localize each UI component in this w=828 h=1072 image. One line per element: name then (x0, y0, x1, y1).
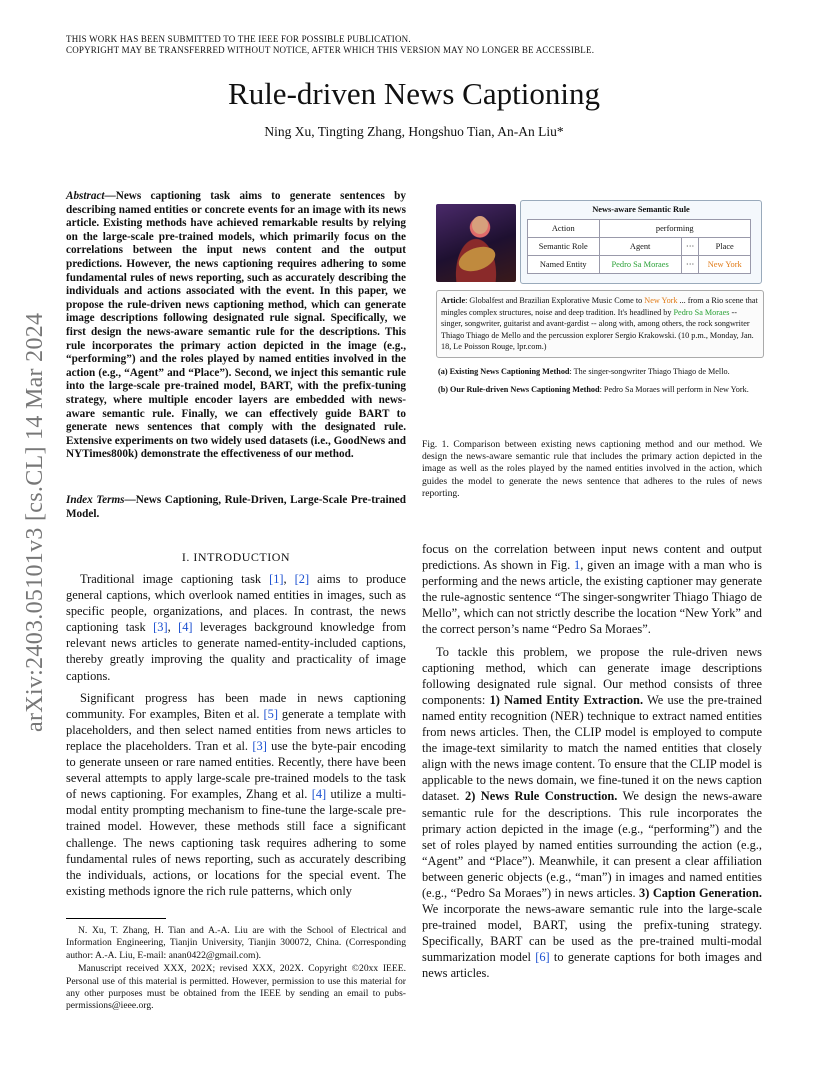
intro-column-2 (422, 541, 762, 988)
entity-ellipsis: ··· (681, 256, 699, 274)
photo-detail (455, 242, 498, 276)
text-run: leverages background knowledge from relevant news articles to generate named-entity-included captions, thereby greatly improving the quality and practicality of image captions. (66, 620, 406, 683)
text-run: We use the pre-trained named entity recognition (NER) technique to extract named entities from news articles. Then, the CLIP model is employed to compute the image-text similarity to match the named entities that closely align with the news image content. To ensure that the CLIP model is applicable to the news domain, we fine-tuned it on the news caption dataset. (422, 692, 762, 804)
article-place: New York (644, 296, 678, 305)
text-run: , (283, 572, 295, 586)
action-value: performing (599, 220, 751, 238)
text-run: : The singer-songwriter Thiago Thiago de Mello. (569, 367, 730, 376)
text-run: focus on the correlation between input news content and output predictions. As shown in Fig. (422, 542, 762, 573)
action-label: Action (528, 220, 600, 238)
citation-link[interactable]: [6] (535, 950, 550, 965)
component-heading: 2) News Rule Construction. (465, 789, 618, 804)
citation-link[interactable]: [2] (294, 572, 310, 586)
text-run: We design the news-aware semantic rule for the descriptions. This rule incorporates the primary action depicted in the image (e.g., “performing”) and the set of roles played by named entities surrounding the action (e.g., “Agent” and “Place”). Meanwhile, it can present a clear affiliation between generic objects (e.g., “man”) in images and named entities (e.g., “Pedro Sa Moraes”) in news articles. (422, 789, 762, 900)
index-terms-lead: Index Terms (66, 494, 125, 506)
figure-caption: Fig. 1. Comparison between existing news captioning method and our method. We design the news-aware semantic rule that includes the primary action depicted in the image as well as the roles played by the named entities involved in the action, which guides the model to generate the news sentence that adheres to the rules of news reporting. (422, 439, 762, 499)
role-place: Place (699, 238, 751, 256)
component-heading: 3) Caption Generation. (639, 885, 762, 900)
entity-label: Named Entity (528, 256, 600, 274)
rule-title: News-aware Semantic Rule (592, 205, 690, 214)
entity-agent: Pedro Sa Moraes (599, 256, 681, 274)
citation-link[interactable]: [3] (252, 738, 267, 753)
article-lead: Article (441, 296, 466, 305)
table-row (528, 220, 751, 238)
table-row (528, 238, 751, 256)
abstract (66, 190, 406, 462)
paragraph (66, 571, 406, 684)
role-label: Semantic Role (528, 238, 600, 256)
footnote-copyright: Manuscript received XXX, 202X; revised XXX, 202X. Copyright ©20xx IEEE. Personal use of this material is permitted. However, permission to use this material for any other purposes must be obtained from the IEEE by sending an email to pubs-permissions@ieee.org. (66, 963, 406, 1012)
citation-link[interactable]: [3] (153, 620, 168, 635)
footnote-affiliation: N. Xu, T. Zhang, H. Tian and A.-A. Liu are with the School of Electrical and Information Engineering, Tianjin University, Tianjin 300072, China. (Corresponding author: A.-A. Liu, E-mail: anan0422@gmail.com). (66, 925, 406, 961)
text-run: Traditional image captioning task (80, 572, 270, 586)
caption-lead: (a) Existing News Captioning Method (438, 367, 570, 376)
paragraph (422, 644, 762, 982)
caption-lead: (b) Our Rule-driven News Captioning Method (438, 385, 600, 394)
article-person: Pedro Sa Moraes (673, 307, 730, 317)
citation-link[interactable]: [4] (178, 620, 193, 635)
text-run: , (167, 620, 179, 635)
text-run: generate a template with placeholders, and then select named entities from news articles to replace the placeholders. Tran et al. (66, 706, 406, 753)
text-run: utilize a multi-modal entity prompting mechanism to fine-tune the large-scale pre-trained model. However, these methods still face a significant challenge. The news captioning task requires adhering to some fundamental rules of news reporting, such as accurately describing the individuals, actions, or locations for the special event. The existing methods ignore the rich rule patterns, which only (66, 787, 406, 898)
text-run: To tackle this problem, we propose the rule-driven news captioning method, which can generate image descriptions following designated rule signal. Our method consists of three components: (422, 644, 762, 707)
existing-method-caption (438, 366, 758, 377)
role-ellipsis: ··· (681, 238, 699, 256)
text-run: : Pedro Sa Moraes will perform in New York. (599, 385, 749, 394)
figure-1 (436, 200, 762, 415)
paragraph (66, 690, 406, 899)
component-heading: 1) Named Entity Extraction. (489, 692, 644, 707)
notice-line-2: COPYRIGHT MAY BE TRANSFERRED WITHOUT NOTICE, AFTER WHICH THIS VERSION MAY NO LONGER BE ACCESSIBLE. (66, 45, 595, 55)
paragraph (422, 541, 762, 638)
index-terms-text: —News Captioning, Rule-Driven, Large-Scale Pre-trained Model. (66, 494, 406, 520)
text-run: ... from a Rio scene that mingles complex structures, noise and deep tradition. It's headlined by (441, 296, 758, 317)
text-run: Significant progress has been made in news captioning community. For examples, Biten et al. (66, 690, 406, 721)
table-row (528, 256, 751, 274)
citation-link[interactable]: [5] (263, 706, 278, 721)
paper-authors: Ning Xu, Tingting Zhang, Hongshuo Tian, An-An Liu* (264, 124, 564, 139)
abstract-text: —News captioning task aims to generate sentences by describing named entities or concrete events for an image with its news article. Existing methods have achieved remarkable results by relying on the large-scale pre-trained models, which primarily focus on the correlations between the input news content and the output predictions. However, the news captioning requires adhering to some fundamental rules of news reporting, such as accurately describing the individuals and actions associated with the event. In this paper, we propose the rule-driven news captioning method, which can generate image descriptions following designated rule signal. Specifically, we first design the news-aware semantic rule for the descriptions. This rule incorporates the primary action depicted in the image (e.g., “performing”) and the roles played by named entities involved in the action (e.g., “Agent” and “Place”). Second, we inject this semantic rule into the large-scale pre-trained model, BART, with the prefix-tuning strategy, where multiple encoder layers are embedded with news-aware semantic rule. Finally, we can effectively guide BART to generate news sentences that comply with the designated rule. Extensive experiments on two widely used datasets (i.e., GoodNews and NYTimes800k) demonstrate the effectiveness of our method. (66, 190, 406, 461)
intro-column-1 (66, 571, 406, 905)
text-run: : Globalfest and Brazilian Explorative Music Come to (465, 296, 645, 305)
performer-photo (436, 204, 516, 282)
citation-link[interactable]: [1] (269, 572, 284, 586)
text-run: , given an image with a man who is performing and the news article, the existing captioner may generate the rule-agnostic sentence “The singer-songwriter Thiago Thiago de Mello”, which can not strictly describe the location “New York” and the correct person’s name “Pedro Sa Moraes”. (422, 558, 762, 637)
entity-place: New York (699, 256, 751, 274)
news-article-box (436, 290, 764, 358)
text-run: -- singer, songwriter, guitarist and avant-gardist -- along with, among others, the rock songwriter Thiago Thiago de Mello and the percussion explorer Sergio Krakowski. (10 p.m., Monday, Jan. 18, Le Poisson Rouge, lpr.com.) (441, 307, 754, 352)
text-run: We incorporate the news-aware semantic rule into the large-scale pre-trained model, BART, using the prefix-tuning strategy. Specifically, BART can be used as the pre-trained multi-modal summarization model (422, 902, 762, 965)
paper-title: Rule-driven News Captioning (228, 76, 600, 111)
semantic-rule-box (520, 200, 762, 284)
ieee-notice (66, 34, 594, 56)
arxiv-identifier[interactable]: arXiv:2403.05101v3 [cs.CL] 14 Mar 2024 (22, 312, 48, 732)
semantic-rule-table (527, 219, 751, 274)
footnote-divider (66, 918, 166, 919)
text-run: use the byte-pair encoding to generate unseen or rare named entities. Recently, there have been several attempts to apply large-scale pre-trained models to the task of news captioning. For examples, Zhang et al. (66, 738, 406, 802)
citation-link[interactable]: [4] (311, 787, 327, 802)
section-title: I. INTRODUCTION (181, 550, 291, 564)
figure-reference-link[interactable]: 1 (574, 558, 581, 573)
notice-line-1: THIS WORK HAS BEEN SUBMITTED TO THE IEEE FOR POSSIBLE PUBLICATION. (66, 34, 411, 44)
photo-detail (472, 216, 488, 234)
role-agent: Agent (599, 238, 681, 256)
our-method-caption (438, 384, 758, 395)
abstract-lead: Abstract (66, 190, 105, 202)
index-terms (66, 494, 406, 521)
text-run: aims to produce general captions, which overlook named entities in images, such as specific people, organizations, and places. In contrast, the news captioning task (66, 572, 406, 635)
footnote (66, 925, 406, 1014)
text-run: to generate captions for both images and news articles. (422, 950, 762, 981)
